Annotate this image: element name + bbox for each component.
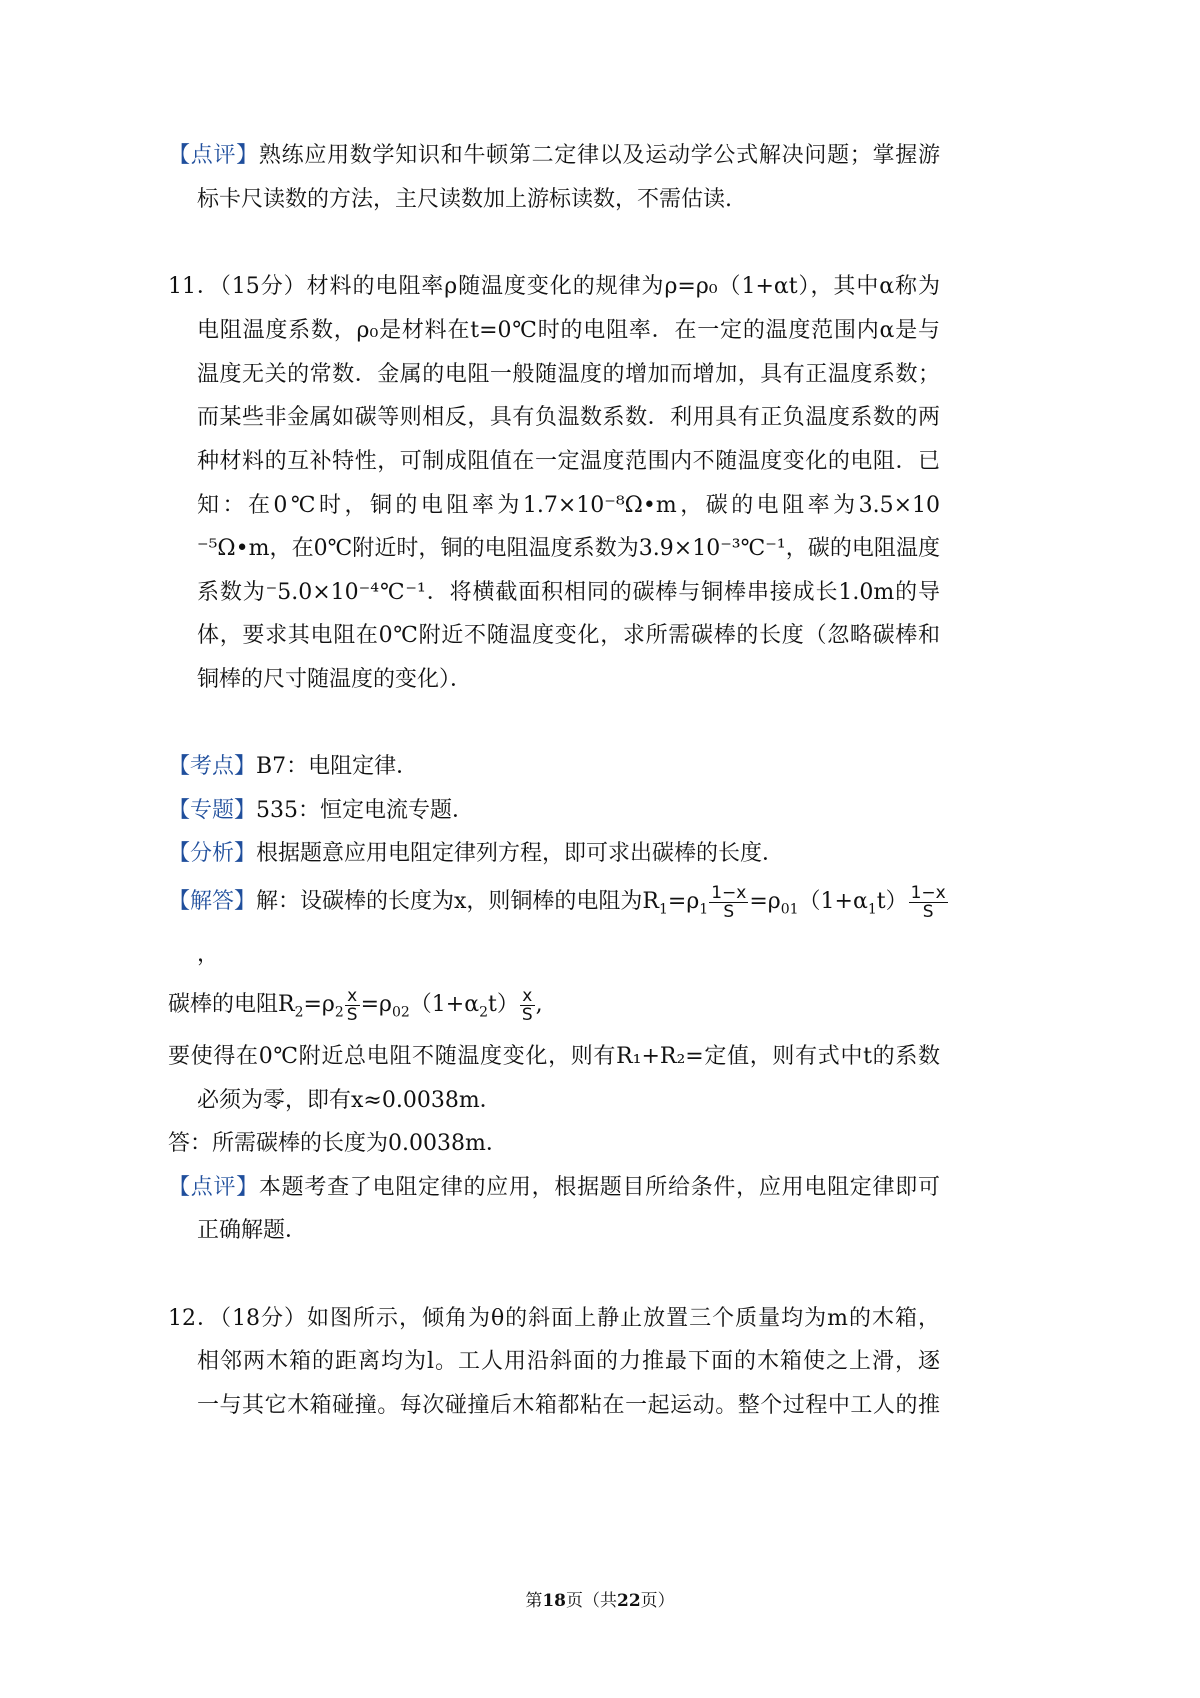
dianping-line-1: 【点评】本题考查了电阻定律的应用，根据题目所给条件，应用电阻定律即可 [168,1175,940,1200]
q11-line-8: 系数为⁻5.0×10⁻⁴℃⁻¹．将横截面积相同的碳棒与铜棒串接成长1.0m的导 [197,580,940,605]
condition-line-2: 必须为零，即有x≈0.0038m． [197,1088,502,1113]
fenxi-line: 【分析】根据题意应用电阻定律列方程，即可求出碳棒的长度． [168,841,785,866]
page-number: 18 [542,1591,566,1611]
r2-line: 碳棒的电阻$R_2=\rho_2$ $\frac{x}{S}$ $=\rho_{02}(1+\alpha_2t)$ $\frac{x}{S}$ , [168,985,543,1025]
page-total: 22 [617,1591,641,1611]
q11-line-2: 电阻温度系数，ρ₀是材料在t=0℃时的电阻率．在一定的温度范围内α是与 [197,318,940,343]
jieda-line: 【解答】解：设碳棒的长度为x，则铜棒的电阻为$R_1=\rho_1$ $\frac{1-x}{S}$ $=\rho_{01}(1+\alpha_1t)$ $\frac{1-x}{S}$ [168,882,946,922]
q11-line-1: 11．（15分）材料的电阻率ρ随温度变化的规律为ρ=ρ₀（1+αt），其中α称为 [168,274,940,299]
q12-line-3: 一与其它木箱碰撞。每次碰撞后木箱都粘在一起运动。整个过程中工人的推 [197,1393,940,1418]
dianping-line-2: 正确解题． [197,1218,308,1243]
q11-line-10: 铜棒的尺寸随温度的变化）． [197,667,473,692]
q11-line-9: 体，要求其电阻在0℃附近不随温度变化，求所需碳棒的长度（忽略碳棒和 [197,623,940,648]
q12-line-1: 12．（18分）如图所示，倾角为θ的斜面上静止放置三个质量均为m的木箱， [168,1306,940,1331]
jieda-comma: ， [197,942,220,967]
q11-line-3: 温度无关的常数．金属的电阻一般随温度的增加而增加，具有正温度系数； [197,362,940,387]
q11-line-7: ⁻⁵Ω•m，在0℃附近时，铜的电阻温度系数为3.9×10⁻³℃⁻¹，碳的电阻温度 [197,536,940,561]
answer-line: 答：所需碳棒的长度为0.0038m． [168,1131,508,1156]
condition-line-1: 要使得在0℃附近总电阻不随温度变化，则有R₁+R₂=定值，则有式中t的系数 [168,1044,940,1069]
zhuanti-line: 【专题】535：恒定电流专题． [168,798,475,823]
comment-line-2: 标卡尺读数的方法，主尺读数加上游标读数，不需估读. [197,187,732,212]
page-footer: 第18页（共22页） [525,1591,675,1611]
comment-line-1: 【点评】熟练应用数学知识和牛顿第二定律以及运动学公式解决问题；掌握游 [168,143,940,168]
fraction-1mx-s: $\frac{1-x}{S}$ [711,882,747,922]
q12-line-2: 相邻两木箱的距离均为l。工人用沿斜面的力推最下面的木箱使之上滑，逐 [197,1349,940,1374]
q11-line-4: 而某些非金属如碳等则相反，具有负温数系数．利用具有正负温度系数的两 [197,405,940,430]
q11-line-5: 种材料的互补特性，可制成阻值在一定温度范围内不随温度变化的电阻．已 [197,449,940,474]
fraction-x-s-2: $\frac{x}{S}$ [521,985,533,1025]
kaodian-line: 【考点】B7：电阻定律． [168,754,419,779]
fraction-x-s: $\frac{x}{S}$ [346,985,358,1025]
comment-tag: 【点评】 [168,143,259,168]
fraction-1mx-s-2: $\frac{1-x}{S}$ [910,882,946,922]
q11-line-6: 知：在0℃时，铜的电阻率为1.7×10⁻⁸Ω•m，碳的电阻率为3.5×10 [197,493,940,518]
